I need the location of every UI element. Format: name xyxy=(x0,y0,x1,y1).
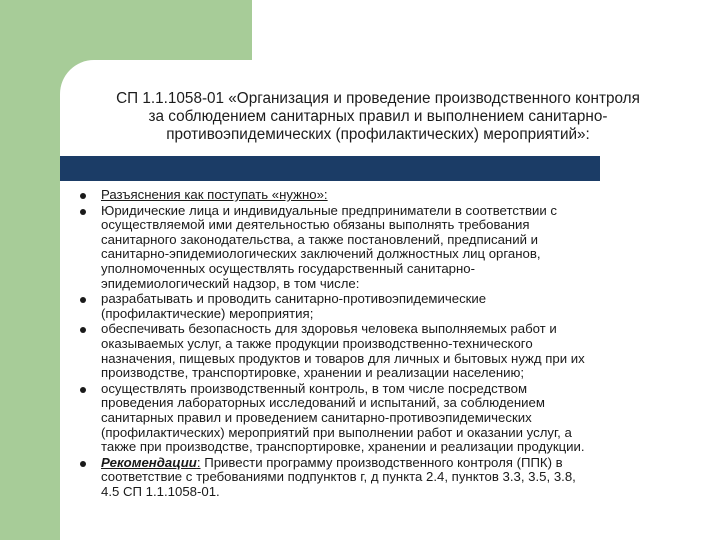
bullet-item-develop xyxy=(80,292,660,321)
bullet-text-line: уполномоченных осуществлять государственный санитарно- xyxy=(101,260,476,276)
navy-divider-bar xyxy=(60,156,600,181)
bullet-dot-icon xyxy=(80,297,86,303)
bullet-text-line: 4.5 СП 1.1.1058-01. xyxy=(101,483,220,499)
bullet-item-obligations xyxy=(80,204,660,292)
bullet-text-line: разрабатывать и проводить санитарно-противоэпидемические xyxy=(101,291,487,307)
bullet-text-line: назначения, пищевых продуктов и товаров для личных и бытовых нужд при их xyxy=(101,350,585,366)
recommendation-text: Привести программу производственного контроля (ППК) в xyxy=(200,454,563,470)
bullet-text-line: также при производстве, транспортировке, хранении и реализации продукции. xyxy=(101,439,585,455)
bullet-dot-icon xyxy=(80,327,86,333)
bullet-dot-icon xyxy=(80,461,86,467)
bullet-text-line: санитарно-эпидемиологических заключений должностных лиц органов, xyxy=(101,246,541,262)
bullet-item-safety xyxy=(80,322,660,380)
explanation-heading: Разъяснения как поступать «нужно»: xyxy=(101,187,328,202)
bullet-text-line: обеспечивать безопасность для здоровья человека выполняемых работ и xyxy=(101,321,557,337)
bullet-text-line: (профилактических) мероприятий при выполнении работ и оказании услуг, а xyxy=(101,424,572,440)
bullet-dot-icon xyxy=(80,193,86,199)
bullet-text-line: Юридические лица и индивидуальные предприниматели в соответствии с xyxy=(101,202,557,218)
recommendation-label: Рекомендации xyxy=(101,454,197,470)
bullet-text-line: оказываемых услуг, а также продукции производственно-технического xyxy=(101,335,533,351)
title-line: СП 1.1.1058-01 «Организация и проведение производственного контроля xyxy=(116,90,640,107)
bullet-item-recommendation xyxy=(80,456,660,500)
bullet-text-line: производстве, транспортировке, хранении и реализации населению; xyxy=(101,365,525,381)
title-line: за соблюдением санитарных правил и выполнением санитарно- xyxy=(148,108,608,125)
bullet-text-line: санитарных правил и проведением санитарно-противоэпидемических xyxy=(101,409,532,425)
bullet-text-line: эпидемиологический надзор, в том числе: xyxy=(101,275,360,291)
recommendation-colon: : xyxy=(196,454,201,470)
bullet-text-line: осуществлять производственный контроль, в том числе посредством xyxy=(101,380,528,396)
recommendation-first-line xyxy=(101,456,660,471)
bullet-text-line: (профилактические) мероприятия; xyxy=(101,305,314,321)
bullet-dot-icon xyxy=(80,387,86,393)
bullet-text-line: осуществляемой ими деятельностью обязаны выполнять требования xyxy=(101,217,530,233)
bullet-dot-icon xyxy=(80,209,86,215)
slide-title xyxy=(68,90,688,144)
bullet-item-heading xyxy=(80,188,660,203)
bullet-text-line: соответствие с требованиями подпунктов г, д пункта 2.4, пунктов 3.3, 3.5, 3.8, xyxy=(101,469,576,485)
title-line: противоэпидемических (профилактических) мероприятий»: xyxy=(166,126,590,143)
bullet-text-line: санитарного законодательства, а также постановлений, предписаний и xyxy=(101,231,538,247)
bullet-text-line: проведения лабораторных исследований и испытаний, за соблюдением xyxy=(101,395,545,411)
bullet-list xyxy=(80,188,660,500)
bullet-item-control xyxy=(80,382,660,455)
